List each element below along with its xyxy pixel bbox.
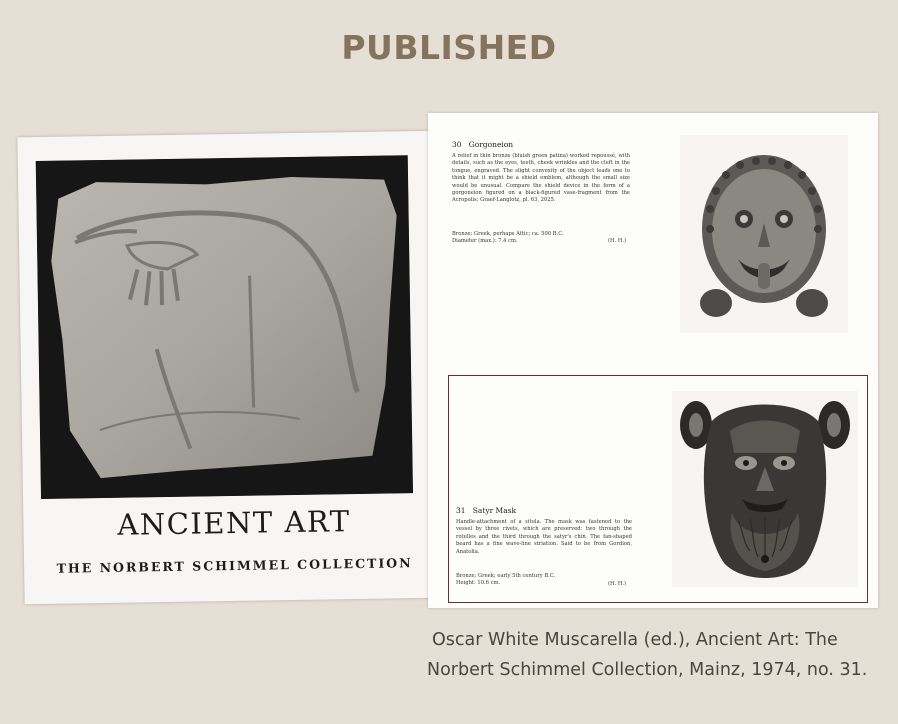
entry-31-heading [456,506,516,515]
citation-line-1: Oscar White Muscarella (ed.), Ancient Art: The [432,630,838,650]
cover-relief-photo [36,155,413,499]
citation-line-2: Norbert Schimmel Collection, Mainz, 1974, no. 31. [427,660,868,680]
entry-dimensions: Height: 10.6 cm. [456,580,501,586]
entry-material: Bronze; Greek; early 5th century B.C. [456,573,556,579]
gorgoneion-image [680,135,848,333]
entry-name: Satyr Mask [472,506,517,515]
entry-30-meta [452,231,592,245]
cover-title: ANCIENT ART [117,504,351,542]
entry-name: Gorgoneion [468,140,514,149]
section-heading: PUBLISHED [341,28,557,67]
entry-dimensions: Diameter (max.): 7.4 cm. [452,238,518,244]
entry-30-description: A relief in thin bronze (bluish green patina) worked repoussé, with details, such as the eyes, teeth, cheek wrinkles and the cleft in the tongue, engraved. The slight convexity of the object leads one to think that it might be a shield emblem, although the small size would be unusual. Compare the shield device in the form of a gorgoneion figured on a black-figured vase-fragment from the Acropolis; Graef-Langlotz, pl. 63, 2025. [452,153,630,204]
entry-30-initials: (H. H.) [608,238,627,244]
catalogue-cover [17,131,445,605]
entry-31-meta [456,573,596,587]
entry-material: Bronze; Greek, perhaps Attic; ca. 500 B.C. [452,231,564,237]
entry-31-initials: (H. H.) [608,581,627,587]
publication-citation [420,625,890,685]
entry-number: 31 [456,506,466,515]
entry-number: 30 [452,140,462,149]
satyr-mask-image [672,391,858,587]
entry-30-heading [452,140,513,149]
entry-31-description: Handle-attachment of a situla. The mask was fastened to the vessel by three rivets, which are preserved: two through the rotelles and the third through the satyr's chin. The fan-shaped beard has a fine wave-line striation. Said to be from Gordion, Anatolia. [456,519,632,555]
catalogue-page [428,113,878,608]
cover-subtitle: THE NORBERT SCHIMMEL COLLECTION [56,555,413,576]
